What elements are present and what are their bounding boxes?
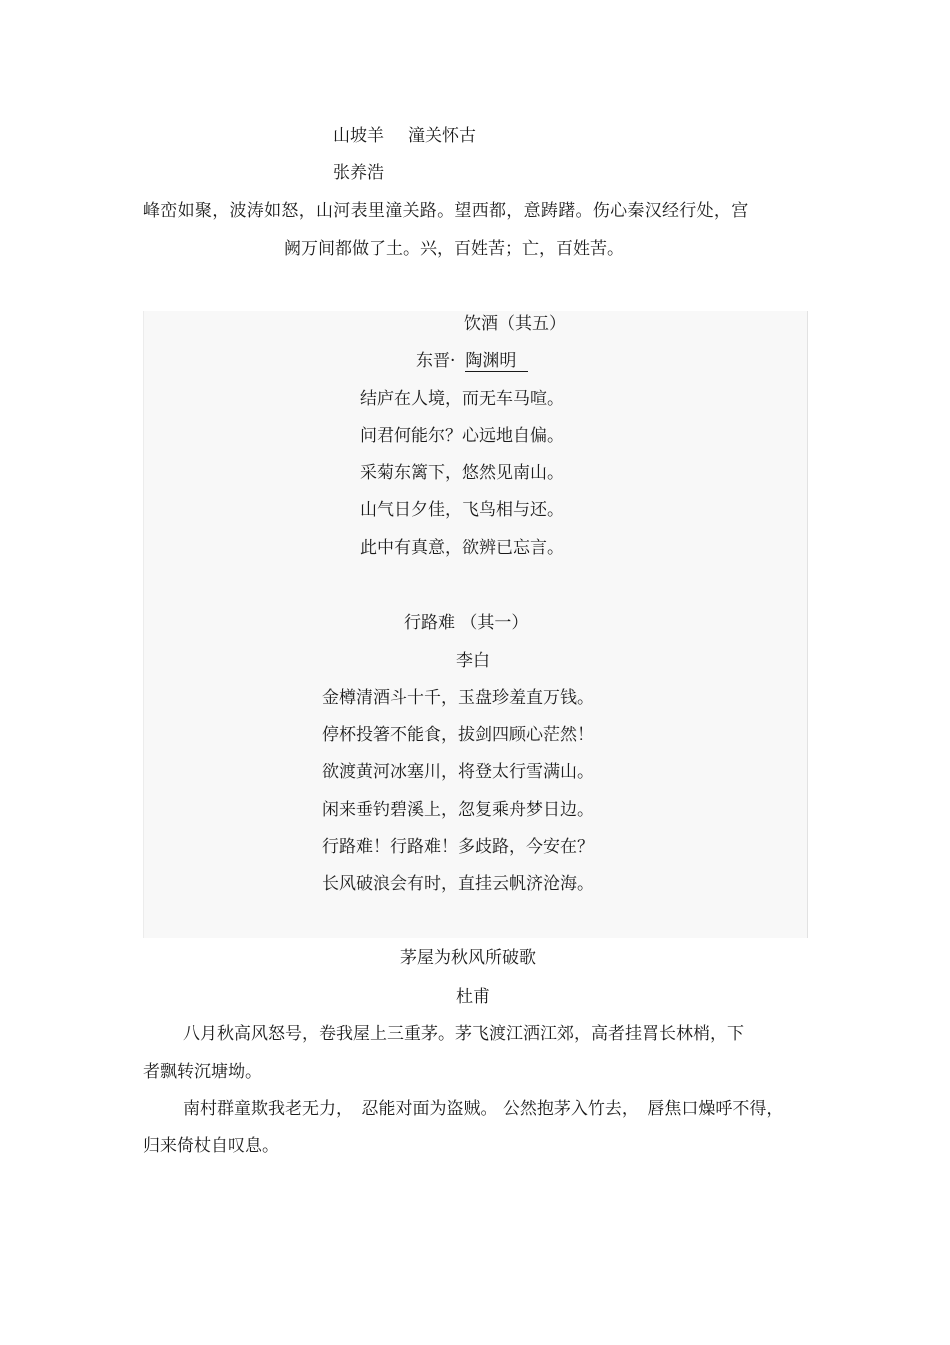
poem1-text-line1: 峰峦如聚，波涛如怒，山河表里潼关路。望西都，意踌躇。伤心秦汉经行处，宫 [143, 201, 749, 221]
poem3-title: 行路难 （其一） [404, 613, 529, 633]
poem3-line: 欲渡黄河冰塞川，将登太行雪满山。 [322, 762, 594, 782]
poem2-byline [416, 349, 528, 373]
poem1-title-a: 山坡羊 [333, 126, 384, 146]
poem2-line: 采菊东篱下，悠然见南山。 [360, 463, 564, 483]
poem3-line: 停杯投箸不能食，拔剑四顾心茫然！ [322, 725, 594, 745]
poem2-line: 山气日夕佳，飞鸟相与还。 [360, 500, 564, 520]
poem1-text-line2: 阙万间都做了土。兴，百姓苦；亡，百姓苦。 [284, 239, 624, 259]
poem4-p2-line1: 南村群童欺我老无力， 忍能对面为盗贼。 公然抱茅入竹去， 唇焦口燥呼不得， [183, 1099, 784, 1119]
poem3-author: 李白 [456, 651, 490, 671]
poem2-line: 此中有真意，欲辨已忘言。 [360, 538, 564, 558]
poem1-author: 张养浩 [333, 163, 384, 183]
poem2-line: 问君何能尔？心远地自偏。 [360, 426, 564, 446]
poem2-dynasty: 东晋· [416, 351, 456, 371]
poem2-title: 饮酒（其五） [464, 314, 566, 334]
poem2-line: 结庐在人境，而无车马喧。 [360, 389, 564, 409]
poem4-p1-line1: 八月秋高风怒号，卷我屋上三重茅。茅飞渡江洒江郊，高者挂罥长林梢，下 [183, 1024, 744, 1044]
poem4-p1-line2: 者飘转沉塘坳。 [143, 1062, 262, 1082]
poem3-line: 长风破浪会有时，直挂云帆济沧海。 [322, 874, 594, 894]
poem2-author: 陶渊明 [465, 351, 528, 372]
poem4-p2-line2: 归来倚杖自叹息。 [143, 1136, 279, 1156]
poem3-line: 金樽清酒斗十千，玉盘珍羞直万钱。 [322, 688, 594, 708]
poem3-line: 行路难！行路难！多歧路，今安在？ [322, 837, 594, 857]
poem4-author: 杜甫 [456, 987, 490, 1007]
poem3-line: 闲来垂钓碧溪上，忽复乘舟梦日边。 [322, 800, 594, 820]
poem1-title-b: 潼关怀古 [408, 126, 476, 146]
poem4-title: 茅屋为秋风所破歌 [400, 948, 536, 968]
poem1-title [333, 124, 476, 148]
